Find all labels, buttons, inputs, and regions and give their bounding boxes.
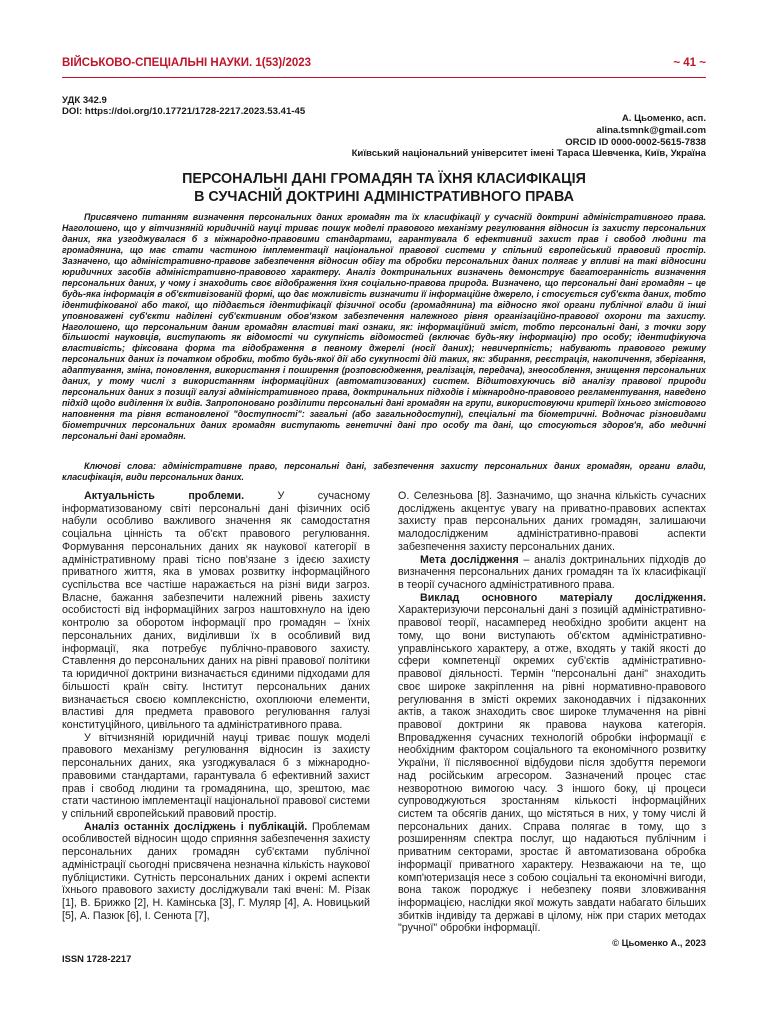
section-heading-relevance: Актуальність проблеми. — [84, 490, 245, 502]
relevance-text: У сучасному інформатизованому світі персональні дані фізичних осіб набули особливо важливого значення як самодостатня соціальна цінність та об'єкт правового регулювання. Формування персональних даних як наукової категорії в адміністративному праві тісно пов'язане з ідеєю захисту приватного життя, яка в умовах розвитку інформаційного суспільства все частіше наражається на різні види загроз. Власне, бажання забезпечити належний рівень захисту особистості від інформаційних загроз наштовхнуло на ідею контролю за оборотом інформації про громадян – їхніх персональних даних, виділивши їх в особливий вид інформації, яка потребує публічно-правового захисту. Ставлення до персональних даних на рівні правової політики та юридичної доктрини визначається єдиними підходами для більшості країн світу. Інститут персональних даних визначається своєю комплексністю, охоплюючи елементи, властиві для предмета правового регулювання галузі конституційного, цивільного та адміністративного права. — [62, 490, 370, 731]
body-column-left — [62, 490, 370, 922]
title-line-1: ПЕРСОНАЛЬНІ ДАНІ ГРОМАДЯН ТА ЇХНЯ КЛАСИФІКАЦІЯ — [182, 171, 586, 187]
paragraph-main-material — [398, 592, 706, 935]
author-name: А. Цьоменко, асп. — [621, 113, 706, 124]
paragraph-literature-continued: О. Селезньова [8]. Зазначимо, що значна кількість сучасних досліджень акцентує увагу на приватно-правових аспектах захисту прав персональних даних громадян, залишаючи малодослідженим адміністративно-правові аспекти забезпечення захисту персональних даних. — [398, 490, 706, 553]
section-heading-main-material: Виклад основного матеріалу дослідження. — [420, 591, 706, 604]
author-orcid: ORCID ID 0000-0002-5615-7838 — [565, 136, 706, 148]
paragraph-literature — [62, 821, 370, 923]
article-title — [62, 170, 706, 206]
abstract: Присвячено питанням визначення персональних даних громадян та їх класифікації у сучасній доктрині адміністративного права. Наголошено, що у вітчизняній юридичній науці триває пошук моделі правового механізму регулювання відносин із захисту персональних даних, яка узгоджувалася б з міжнародно-правовими стандартами, гарантувала б ефективний захист прав і свобод людини та громадянина, що має стати частиною імплементації національної правової системи у спільний європейський правовий простір. Зазначено, що адміністративно-правове забезпечення відносин обігу та обробки персональних даних полягає у впливі на такі відносини юридичних засобів адміністративно-правового характеру. Аналіз доктринальних визначень демонструє багатогранність визначення персональних даних, у чому і знаходить своє відображення їхня соціально-правова природа. Визначено, що персональні дані громадян – це будь-яка інформація в об'єктивізованій формі, що дає можливість визначити її інформаційне джерело, і стосується суб'єкта даних, тобто ідентифікованої або такої, що піддається ідентифікації фізичної особи (громадянина) та відносно якої органи публічної влади й інші уповноважені суб'єкти наділені суб'єктивним обов'язком забезпечення належного рівня організаційно-правової охорони та захисту. Наголошено, що персональним даним громадян властиві такі ознаки, як: інформаційний зміст, тобто персональні дані, з точки зору більшості науковців, виступають як відомості чи сукупність відомостей (включає будь-яку інформацію) про особу; ідентифікуюча властивість; фіксована форма та відображення в певному джерелі (носії даних); невичерпність; набувають правового режиму персональних даних із початком обробки, тобто будь-якої дії або сукупності дій таких, як: збирання, реєстрація, накопичення, зберігання, адаптування, зміна, поновлення, використання і поширення (розповсюдження, реалізація, передача), знеособлення, знищення персональних даних, у тому числі з використанням інформаційних (автоматизованих) систем. Відштовхуючись від аналізу правової природи персональних даних з позиції галузі адміністративного права, доктринальних підходів і міжнародно-правового регламентування, наведено підхід щодо виділення їх видів. Запропоновано розділити персональні дані громадян на групи, використовуючи критерії їхнього змістового наповнення та рівня встановленої "доступності": загальні (або загальнодоступні), спеціальні та біометричні. Водночас різновидами біометричних персональних даних громадян виступають генетичні дані про особу та дані, що стосуються здоров'я, або медичні персональні дані громадян. — [62, 212, 706, 442]
aim-text: – аналіз доктринальних підходів до визначення персональних даних громадян та їх класифікації в теорії сучасного адміністративного права. — [398, 553, 706, 592]
section-heading-aim: Мета дослідження — [420, 553, 519, 566]
issn: ISSN 1728-2217 — [62, 953, 132, 964]
paragraph-domestic-science: У вітчизняній юридичній науці триває пошук моделі правового механізму регулювання відносин із захисту персональних даних, яка узгоджувалася б з міжнародно-правовими стандартами, гарантувала б ефективний захист прав і свобод людини та громадянина, що, зрештою, має стати частиною імплементації національної правової системи у спільний європейський правовий простір. — [62, 731, 370, 820]
udk-code: УДК 342.9 — [62, 95, 107, 106]
section-heading-literature: Аналіз останніх досліджень і публікацій. — [84, 820, 308, 833]
author-email[interactable]: alina.tsmnk@gmail.com — [596, 124, 706, 136]
doi-link[interactable]: DOI: https://doi.org/10.17721/1728-2217.2023.53.41-45 — [62, 106, 306, 117]
journal-title: ВІЙСЬКОВО-СПЕЦІАЛЬНІ НАУКИ. 1(53)/2023 — [62, 57, 312, 69]
copyright: © Цьоменко А., 2023 — [612, 937, 706, 948]
article-meta — [62, 95, 305, 117]
main-material-text: Характеризуючи персональні дані з позицій адміністративно-правової теорії, насамперед необхідно зробити акцент на тому, що вони виступають об'єктом адміністративно-управлінського характеру, а отже, входять у такій якості до сфери компетенції окремих суб'єктів адміністративно-правової діяльності. Термін "персональні дані" знаходить своє широке закріплення на рівні нормативно-правового регулювання в змісті окремих законодавчих і підзаконних актів, а також знаходить своє широке тлумачення на рівні правової доктрини як правова наукова категорія. Впровадження сучасних технологій обробки інформації є необхідним фактором соціального та економічного розвитку України, її післявоєнної відбудови після здобуття перемоги над російським агресором. Зазначений процес стає незворотною вимогою часу. З іншого боку, ці процеси супроводжуються зростанням кількості інформаційних систем та обсягів даних, що містяться в них, у тому числі й персональних даних. Справа полягає в тому, що з розширенням спектра послуг, що надаються публічним і приватним секторами, зростає й автоматизована обробка інформації приватного характеру. Незважаючи на те, що комп'ютеризація несе з собою соціальні та економічні вигоди, вона також породжує і небезпеку появи зловживання інформацією, наслідки якої можуть завдати набагато більших збитків індивіду та державі в цілому, ніж при старих методах "ручної" обробки інформації. — [398, 604, 706, 935]
author-block — [352, 113, 706, 160]
page-number: ~ 41 ~ — [673, 57, 706, 69]
author-affiliation: Київський національний університет імені Тараса Шевченка, Київ, Україна — [351, 148, 706, 160]
paragraph-relevance — [62, 490, 370, 732]
title-line-2: В СУЧАСНІЙ ДОКТРИНІ АДМІНІСТРАТИВНОГО ПРАВА — [194, 189, 574, 205]
keywords: Ключові слова: адміністративне право, персональні дані, забезпечення захисту персональних даних громадян, органи влади, класифікація, види персональних даних. — [62, 461, 706, 482]
paragraph-aim — [398, 554, 706, 592]
literature-text: Проблемам особливостей відносин щодо сприяння забезпечення захисту персональних даних громадян суб'єктами публічної адміністрації сьогодні присвячена незначна кількість наукової публіцистики. Сутність персональних даних і окремі аспекти їхнього правового захисту досліджували такі вчені: М. Різак [1], В. Брижко [2], Н. Камінська [3], Г. Муляр [4], А. Новицький [5], А. Пазюк [6], І. Сенюта [7], — [62, 820, 371, 922]
running-header — [62, 57, 706, 78]
body-column-right — [398, 490, 706, 935]
